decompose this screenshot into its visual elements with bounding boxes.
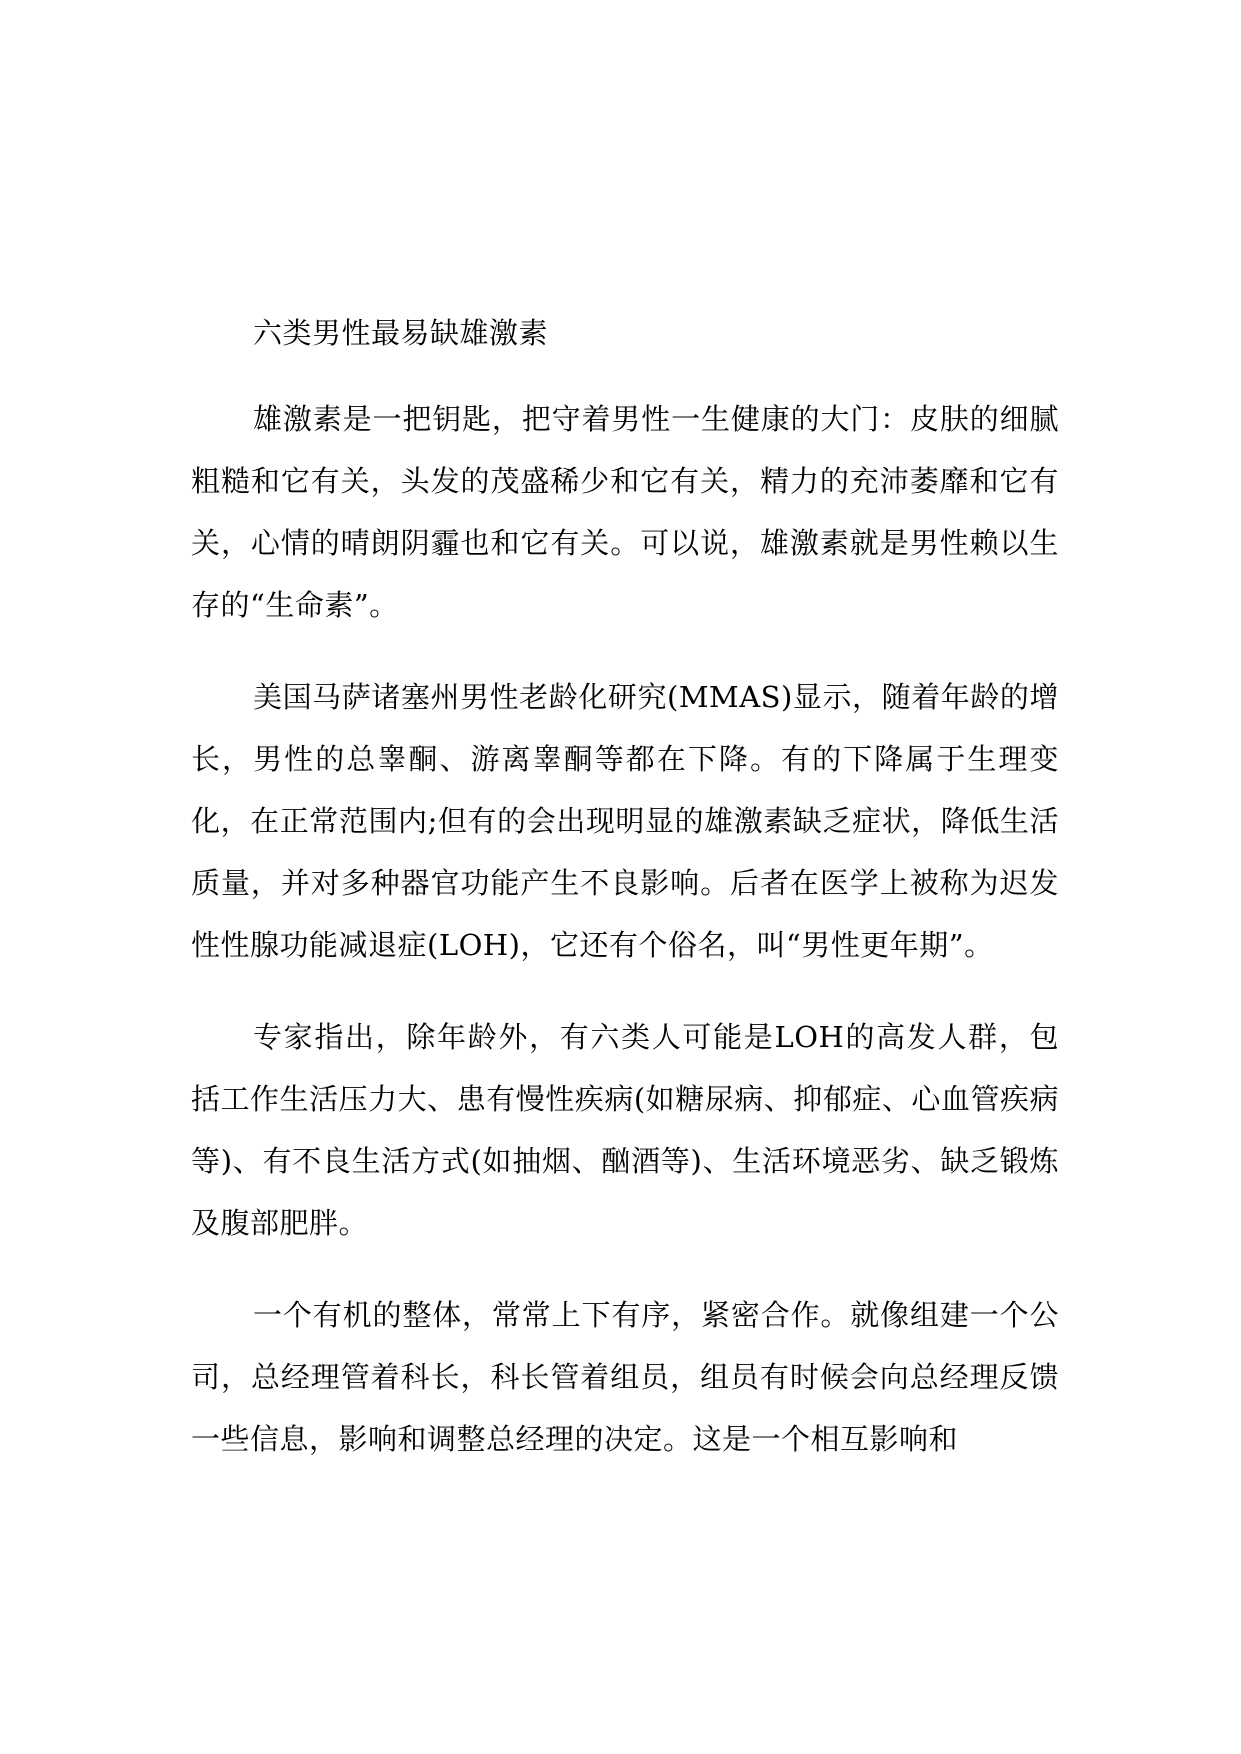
paragraph-4: 一个有机的整体，常常上下有序，紧密合作。就像组建一个公司，总经理管着科长，科长管着组员，组员有时候会向总经理反馈一些信息，影响和调整总经理的决定。这是一个相互影响和 <box>191 1298 1059 1456</box>
paragraph-3: 专家指出，除年龄外，有六类人可能是LOH的高发人群，包括工作生活压力大、患有慢性疾病(如糖尿病、抑郁症、心血管疾病等)、有不良生活方式(如抽烟、酗酒等)、生活环境恶劣、缺乏锻炼及腹部肥胖。 <box>191 1020 1059 1240</box>
paragraph-1: 雄激素是一把钥匙，把守着男性一生健康的大门：皮肤的细腻粗糙和它有关，头发的茂盛稀少和它有关，精力的充沛萎靡和它有关，心情的晴朗阴霾也和它有关。可以说，雄激素就是男性赖以生存的“生命素”。 <box>191 402 1059 622</box>
document-title: 六类男性最易缺雄激素 <box>253 316 549 350</box>
paragraph-2: 美国马萨诸塞州男性老龄化研究(MMAS)显示，随着年龄的增长，男性的总睾酮、游离睾酮等都在下降。有的下降属于生理变化，在正常范围内;但有的会出现明显的雄激素缺乏症状，降低生活质量，并对多种器官功能产生不良影响。后者在医学上被称为迟发性性腺功能减退症(LOH)，它还有个俗名，叫“男性更年期”。 <box>191 680 1059 962</box>
document-body <box>191 302 1059 1500</box>
